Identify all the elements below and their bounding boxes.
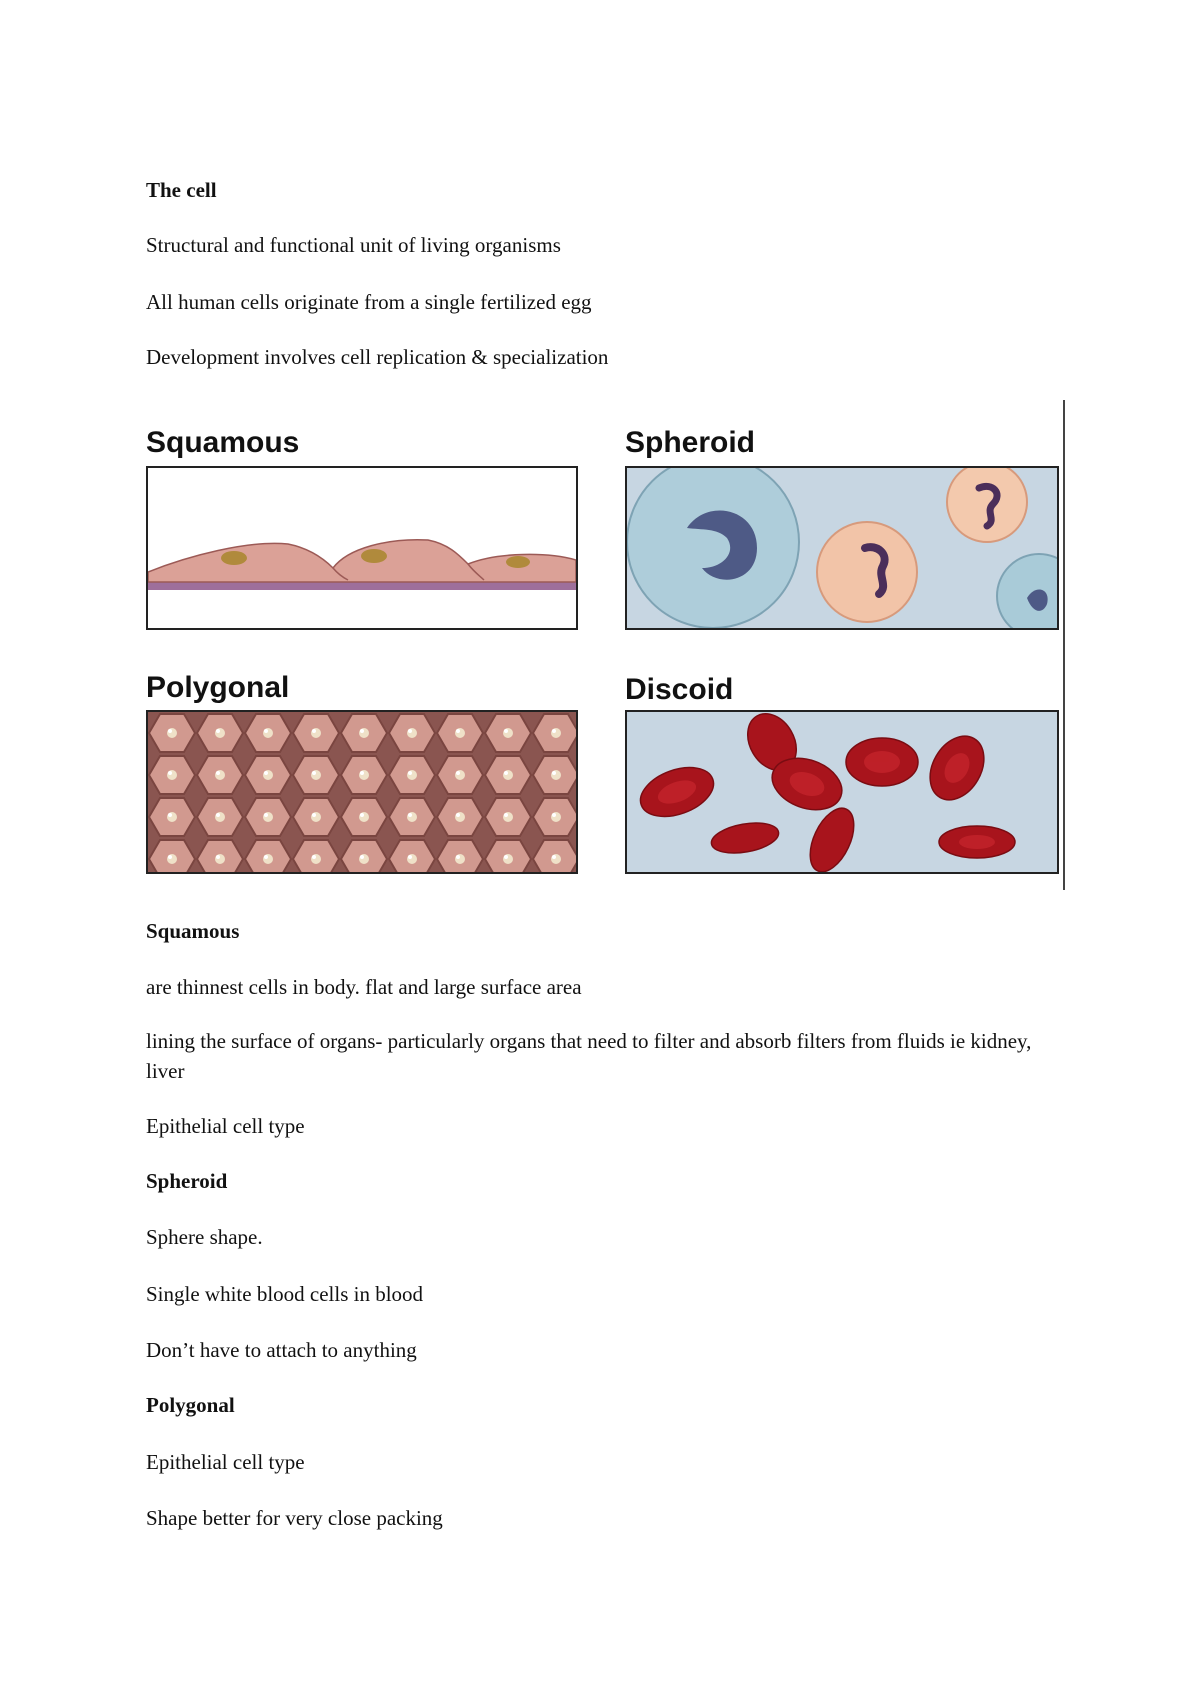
polygonal-panel (146, 710, 578, 874)
section-title-squamous: Squamous (146, 919, 240, 943)
intro-line-1: Structural and functional unit of living organisms (146, 233, 561, 257)
polygonal-line-2: Shape better for very close packing (146, 1506, 443, 1530)
page-title: The cell (146, 178, 217, 202)
section-title-spheroid: Spheroid (146, 1169, 228, 1193)
spheroid-panel-title: Spheroid (625, 426, 756, 459)
intro-line-3: Development involves cell replication & specialization (146, 345, 609, 369)
discoid-cells-illustration (627, 712, 1057, 872)
squamous-cells-illustration (148, 468, 576, 628)
spheroid-panel (625, 466, 1059, 630)
polygonal-cells-illustration (148, 712, 576, 872)
squamous-line-1: are thinnest cells in body. flat and large surface area (146, 975, 582, 999)
squamous-line-2: lining the surface of organs- particularly organs that need to filter and absorb filters from fluids ie kidney, liver (146, 1029, 1032, 1083)
cell-shapes-figure (146, 398, 1066, 890)
polygonal-line-1: Epithelial cell type (146, 1450, 305, 1474)
section-title-polygonal: Polygonal (146, 1393, 235, 1417)
discoid-panel (625, 710, 1059, 874)
polygonal-panel-title: Polygonal (146, 671, 290, 704)
spheroid-line-1: Sphere shape. (146, 1225, 263, 1249)
squamous-line-3: Epithelial cell type (146, 1114, 305, 1138)
discoid-panel-title: Discoid (625, 673, 734, 706)
spheroid-cells-illustration (627, 468, 1057, 628)
spheroid-line-3: Don’t have to attach to anything (146, 1338, 417, 1362)
squamous-panel-title: Squamous (146, 426, 300, 459)
spheroid-line-2: Single white blood cells in blood (146, 1282, 424, 1306)
squamous-panel (146, 466, 578, 630)
intro-line-2: All human cells originate from a single fertilized egg (146, 290, 592, 314)
